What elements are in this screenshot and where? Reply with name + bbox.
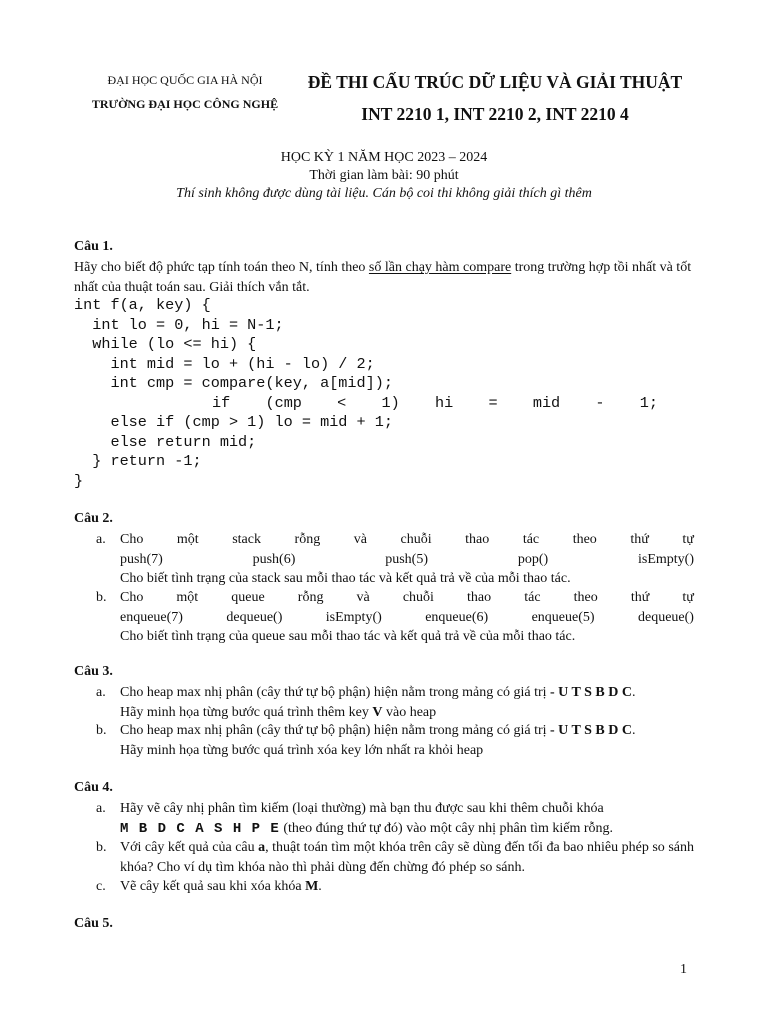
- operation: push(6): [252, 551, 296, 567]
- operation: isEmpty(): [637, 551, 694, 567]
- q1-text-part: Hãy cho biết độ phức tạp tính toán theo N, tính theo: [74, 260, 369, 275]
- text: .: [631, 723, 636, 738]
- operation: isEmpty(): [325, 609, 382, 625]
- university-name: ĐẠI HỌC QUỐC GIA HÀ NỘI: [107, 73, 263, 87]
- text: .: [318, 879, 322, 894]
- code-line: while (lo <= hi) {: [74, 335, 257, 353]
- code-line: }: [74, 471, 84, 490]
- question-3-label: Câu 3.: [74, 664, 113, 679]
- text: vào heap: [382, 704, 437, 720]
- code-token: =: [488, 394, 498, 412]
- operation: enqueue(7): [120, 609, 183, 625]
- question-2-label: Câu 2.: [74, 511, 113, 526]
- question-5-label: Câu 5.: [74, 916, 113, 931]
- operation: dequeue(): [637, 609, 694, 625]
- word: thao: [465, 532, 490, 547]
- word: tự: [682, 590, 694, 605]
- ref-a: a: [258, 840, 266, 855]
- code-token: hi: [435, 394, 454, 412]
- item-marker: b.: [96, 840, 107, 855]
- code-token: <: [337, 394, 347, 412]
- semester-line: HỌC KỲ 1 NĂM HỌC 2023 – 2024: [280, 150, 488, 165]
- q2b-operations: [120, 608, 694, 628]
- word: tác: [524, 590, 541, 605]
- q1-underlined-text: số lần chạy hàm compare: [368, 260, 512, 275]
- code-token: -: [595, 394, 605, 412]
- word: rỗng: [294, 532, 321, 547]
- code-token: (cmp: [265, 394, 302, 412]
- code-line: } return -1;: [74, 452, 202, 470]
- code-line: else return mid;: [74, 432, 257, 451]
- q3a-line1: [120, 683, 694, 703]
- code-token: mid: [532, 394, 561, 412]
- page-number: 1: [680, 962, 687, 977]
- word: stack: [232, 532, 261, 547]
- q2a-operations: [120, 550, 694, 570]
- text: Vẽ cây kết quả sau khi xóa khóa: [120, 879, 306, 894]
- word: chuỗi: [400, 532, 432, 547]
- word: thứ: [630, 532, 649, 547]
- q2b-intro: [120, 588, 694, 608]
- text: (theo đúng thứ tự đó) vào một cây nhị phân tìm kiếm rỗng.: [279, 820, 614, 836]
- operation: push(7): [120, 551, 163, 567]
- q4a-line1: Hãy vẽ cây nhị phân tìm kiếm (loại thường) mà bạn thu được sau khi thêm chuỗi khóa: [120, 801, 604, 816]
- q3b-line2: Hãy minh họa từng bước quá trình xóa key lớn nhất ra khỏi heap: [120, 742, 484, 758]
- word: theo: [572, 532, 597, 547]
- question-2b: [96, 588, 694, 647]
- question-4b: [96, 838, 694, 877]
- item-marker: a.: [96, 801, 106, 816]
- code-token: if: [212, 394, 231, 412]
- code-line-justified: [212, 394, 658, 412]
- code-token: 1;: [639, 394, 658, 412]
- word: queue: [231, 590, 265, 605]
- q4a-line2: [120, 819, 694, 840]
- text: Hãy minh họa từng bước quá trình thêm key: [120, 704, 373, 720]
- q3a-line2: [120, 703, 694, 723]
- q2b-ask: Cho biết tình trạng của queue sau mỗi thao tác và kết quả trả về của mỗi thao tác.: [120, 629, 576, 644]
- word: Cho: [120, 590, 144, 605]
- word: tự: [682, 532, 694, 547]
- word: thứ: [630, 590, 650, 605]
- item-marker: b.: [96, 723, 107, 738]
- key-sequence: M B D C A S H P E: [120, 820, 280, 837]
- item-marker: a.: [96, 532, 106, 547]
- code-line: int f(a, key) {: [74, 296, 211, 314]
- word: rỗng: [297, 590, 324, 605]
- code-line: int mid = lo + (hi - lo) / 2;: [74, 354, 375, 373]
- q2a-intro: [120, 530, 694, 550]
- key-m: M: [305, 879, 319, 894]
- operation: dequeue(): [226, 609, 283, 625]
- q2a-ask: Cho biết tình trạng của stack sau mỗi thao tác và kết quả trả về của mỗi thao tác.: [120, 571, 571, 586]
- key-v: V: [372, 704, 383, 720]
- word: chuỗi: [402, 590, 434, 605]
- q3b-line1: [120, 721, 694, 741]
- question-3a: [96, 683, 694, 722]
- word: một: [176, 532, 199, 547]
- exam-title: ĐỀ THI CẤU TRÚC DỮ LIỆU VÀ GIẢI THUẬT: [307, 72, 683, 92]
- duration-line: Thời gian làm bài: 90 phút: [309, 168, 459, 183]
- q1-text-part: trong trường hợp tồi nhất và tốt nhất của thuật toán sau. Giải thích vắn tắt.: [74, 260, 692, 295]
- operation: enqueue(6): [425, 609, 489, 625]
- code-block-bottom: [74, 413, 393, 491]
- course-codes: INT 2210 1, INT 2210 2, INT 2210 4: [361, 104, 629, 124]
- heap-array: - U T S B D C: [550, 685, 632, 700]
- text: Cho heap max nhị phân (cây thứ tự bộ phận) hiện nằm trong mảng có giá trị: [120, 723, 551, 738]
- word: và: [353, 532, 367, 547]
- item-marker: b.: [96, 590, 107, 605]
- text: Với cây kết quả của câu: [120, 840, 259, 855]
- question-2a: [96, 530, 694, 589]
- text: , thuật toán tìm một khóa trên cây sẽ dùng đến tối đa bao nhiêu phép so sánh khóa? Cho ví dụ tìm khóa nào thì phải dùng đến chừng đó phép so sánh.: [120, 840, 694, 875]
- word: Cho: [120, 532, 144, 547]
- word: thao: [467, 590, 492, 605]
- item-marker: c.: [96, 879, 106, 894]
- question-4-label: Câu 4.: [74, 780, 113, 795]
- item-marker: a.: [96, 685, 106, 700]
- code-line: else if (cmp > 1) lo = mid + 1;: [74, 413, 393, 431]
- code-line: int cmp = compare(key, a[mid]);: [74, 374, 393, 392]
- word: theo: [573, 590, 598, 605]
- word: một: [176, 590, 199, 605]
- question-4a: [96, 799, 694, 839]
- text: Cho heap max nhị phân (cây thứ tự bộ phận) hiện nằm trong mảng có giá trị: [120, 685, 551, 700]
- operation: enqueue(5): [531, 609, 595, 625]
- code-block-top: [74, 296, 393, 394]
- code-line: int lo = 0, hi = N-1;: [74, 315, 284, 334]
- text: .: [631, 685, 636, 700]
- question-4c: [96, 877, 694, 897]
- word: tác: [522, 532, 540, 547]
- exam-note: Thí sinh không được dùng tài liệu. Cán bộ coi thi không giải thích gì thêm: [176, 186, 592, 201]
- operation: pop(): [517, 551, 549, 567]
- question-1-label: Câu 1.: [74, 239, 113, 254]
- word: và: [356, 590, 370, 605]
- heap-array: - U T S B D C: [550, 723, 632, 738]
- code-token: 1): [381, 394, 400, 412]
- school-name: TRƯỜNG ĐẠI HỌC CÔNG NGHỆ: [91, 97, 279, 111]
- question-1-text: [74, 258, 694, 297]
- question-3b: [96, 721, 694, 760]
- operation: push(5): [385, 551, 428, 567]
